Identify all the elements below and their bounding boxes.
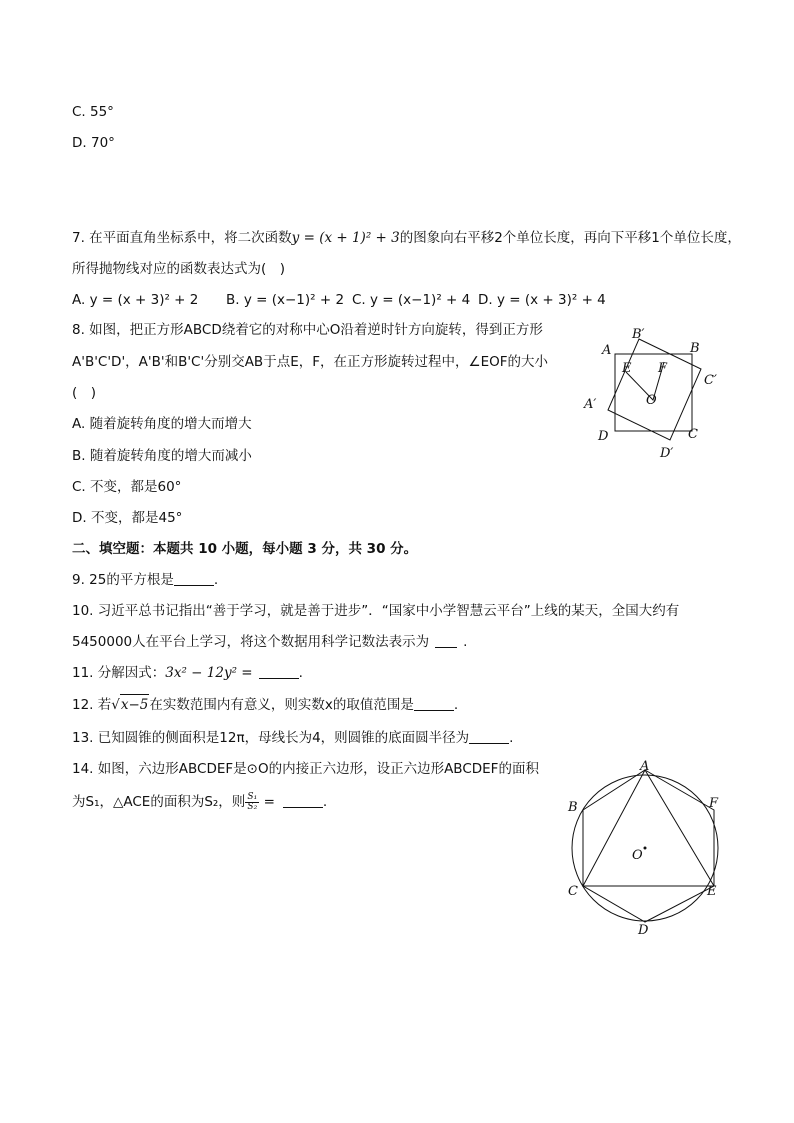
q7-option-b: B. y = (x−1)² + 2 [226, 292, 345, 308]
q9: 9. 25的平方根是 . [72, 572, 219, 588]
label-a-prime: A′ [584, 397, 597, 412]
q10-line1: 10. 习近平总书记指出“善于学习，就是善于进步”．“国家中小学智慧云平台”上线的某天，全国大约有 [72, 603, 680, 619]
q11: 11. 分解因式：3x² − 12y² = . [72, 665, 303, 681]
q13: 13. 已知圆锥的侧面积是12π，母线长为4，则圆锥的底面圆半径为 . [72, 730, 514, 746]
q7-option-d: D. y = (x + 3)² + 4 [478, 292, 606, 308]
label-a: A [602, 343, 612, 358]
label-e: E [622, 361, 632, 376]
label-e: E [707, 884, 717, 899]
q8-option-b: B. 随着旋转角度的增大而减小 [72, 448, 252, 464]
q6-option-d: D. 70° [72, 135, 115, 151]
label-f: F [709, 796, 719, 811]
q14-hexagon-circle-figure [560, 758, 730, 938]
q9-answer-blank[interactable] [174, 571, 214, 586]
q14-fraction: $\frac{\text{S₁}}{\text{S₂}}$ [245, 793, 259, 812]
label-d: D [598, 429, 609, 444]
hexagon-abcdef [583, 770, 714, 922]
label-o: O [632, 848, 643, 863]
q11-answer-blank[interactable] [259, 664, 299, 679]
q7-option-c: C. y = (x−1)² + 4 [352, 292, 471, 308]
triangle-ace [583, 770, 714, 886]
q10-answer-blank[interactable] [435, 633, 457, 648]
label-c: C [688, 427, 698, 442]
q14-answer-blank[interactable] [283, 793, 323, 808]
sqrt-sign: √ [111, 697, 120, 713]
q13-answer-blank[interactable] [469, 729, 509, 744]
q8-line3: ( ) [72, 385, 97, 401]
q8-line1: 8. 如图，把正方形ABCD绕着它的对称中心O沿着逆时针方向旋转，得到正方形 [72, 322, 543, 338]
q7-line1: 7. 在平面直角坐标系中，将二次函数y = (x + 1)² + 3的图象向右平移2个单位长度，再向下平移1个单位长度， [72, 230, 741, 246]
q7-option-a: A. y = (x + 3)² + 2 [72, 292, 199, 308]
label-d: D [638, 923, 649, 938]
label-f: F [658, 361, 668, 376]
label-o: O [646, 393, 657, 408]
q8-option-c: C. 不变，都是60° [72, 479, 182, 495]
section-fill-in-heading: 二、填空题：本题共 10 小题，每小题 3 分，共 30 分。 [72, 541, 418, 557]
q8-option-d: D. 不变，都是45° [72, 510, 183, 526]
q7-expression: y = (x + 1)² + 3 [291, 230, 400, 246]
label-c-prime: C′ [704, 373, 717, 388]
label-b-prime: B′ [632, 327, 645, 342]
q12-radicand: x−5 [120, 694, 150, 715]
q11-expression: 3x² − 12y² = [165, 665, 253, 681]
q12: 12. 若√x−5在实数范围内有意义，则实数x的取值范围是 . [72, 694, 458, 715]
q6-option-c: C. 55° [72, 104, 114, 120]
q12-answer-blank[interactable] [414, 696, 454, 711]
q8-line2: A'B'C'D'，A'B'和B'C'分别交AB于点E，F，在正方形旋转过程中，∠EOF的大小 [72, 354, 549, 370]
q10-line2: 5450000人在平台上学习，将这个数据用科学记数法表示为 . [72, 634, 468, 650]
label-d-prime: D′ [660, 446, 674, 461]
label-a: A [640, 759, 650, 774]
q14-line1: 14. 如图，六边形ABCDEF是⊙O的内接正六边形，设正六边形ABCDEF的面积 [72, 761, 539, 777]
center-point [644, 847, 647, 850]
q8-rotated-square-figure [578, 320, 728, 468]
q14-line2: 为S₁，△ACE的面积为S₂，则 $\frac{\text{S₁}}{\text{S₂}}$ = . [72, 791, 328, 812]
label-b: B [568, 800, 578, 815]
q8-option-a: A. 随着旋转角度的增大而增大 [72, 416, 252, 432]
q7-line2: 所得抛物线对应的函数表达式为( ) [72, 261, 286, 277]
label-b: B [690, 341, 700, 356]
label-c: C [568, 884, 578, 899]
